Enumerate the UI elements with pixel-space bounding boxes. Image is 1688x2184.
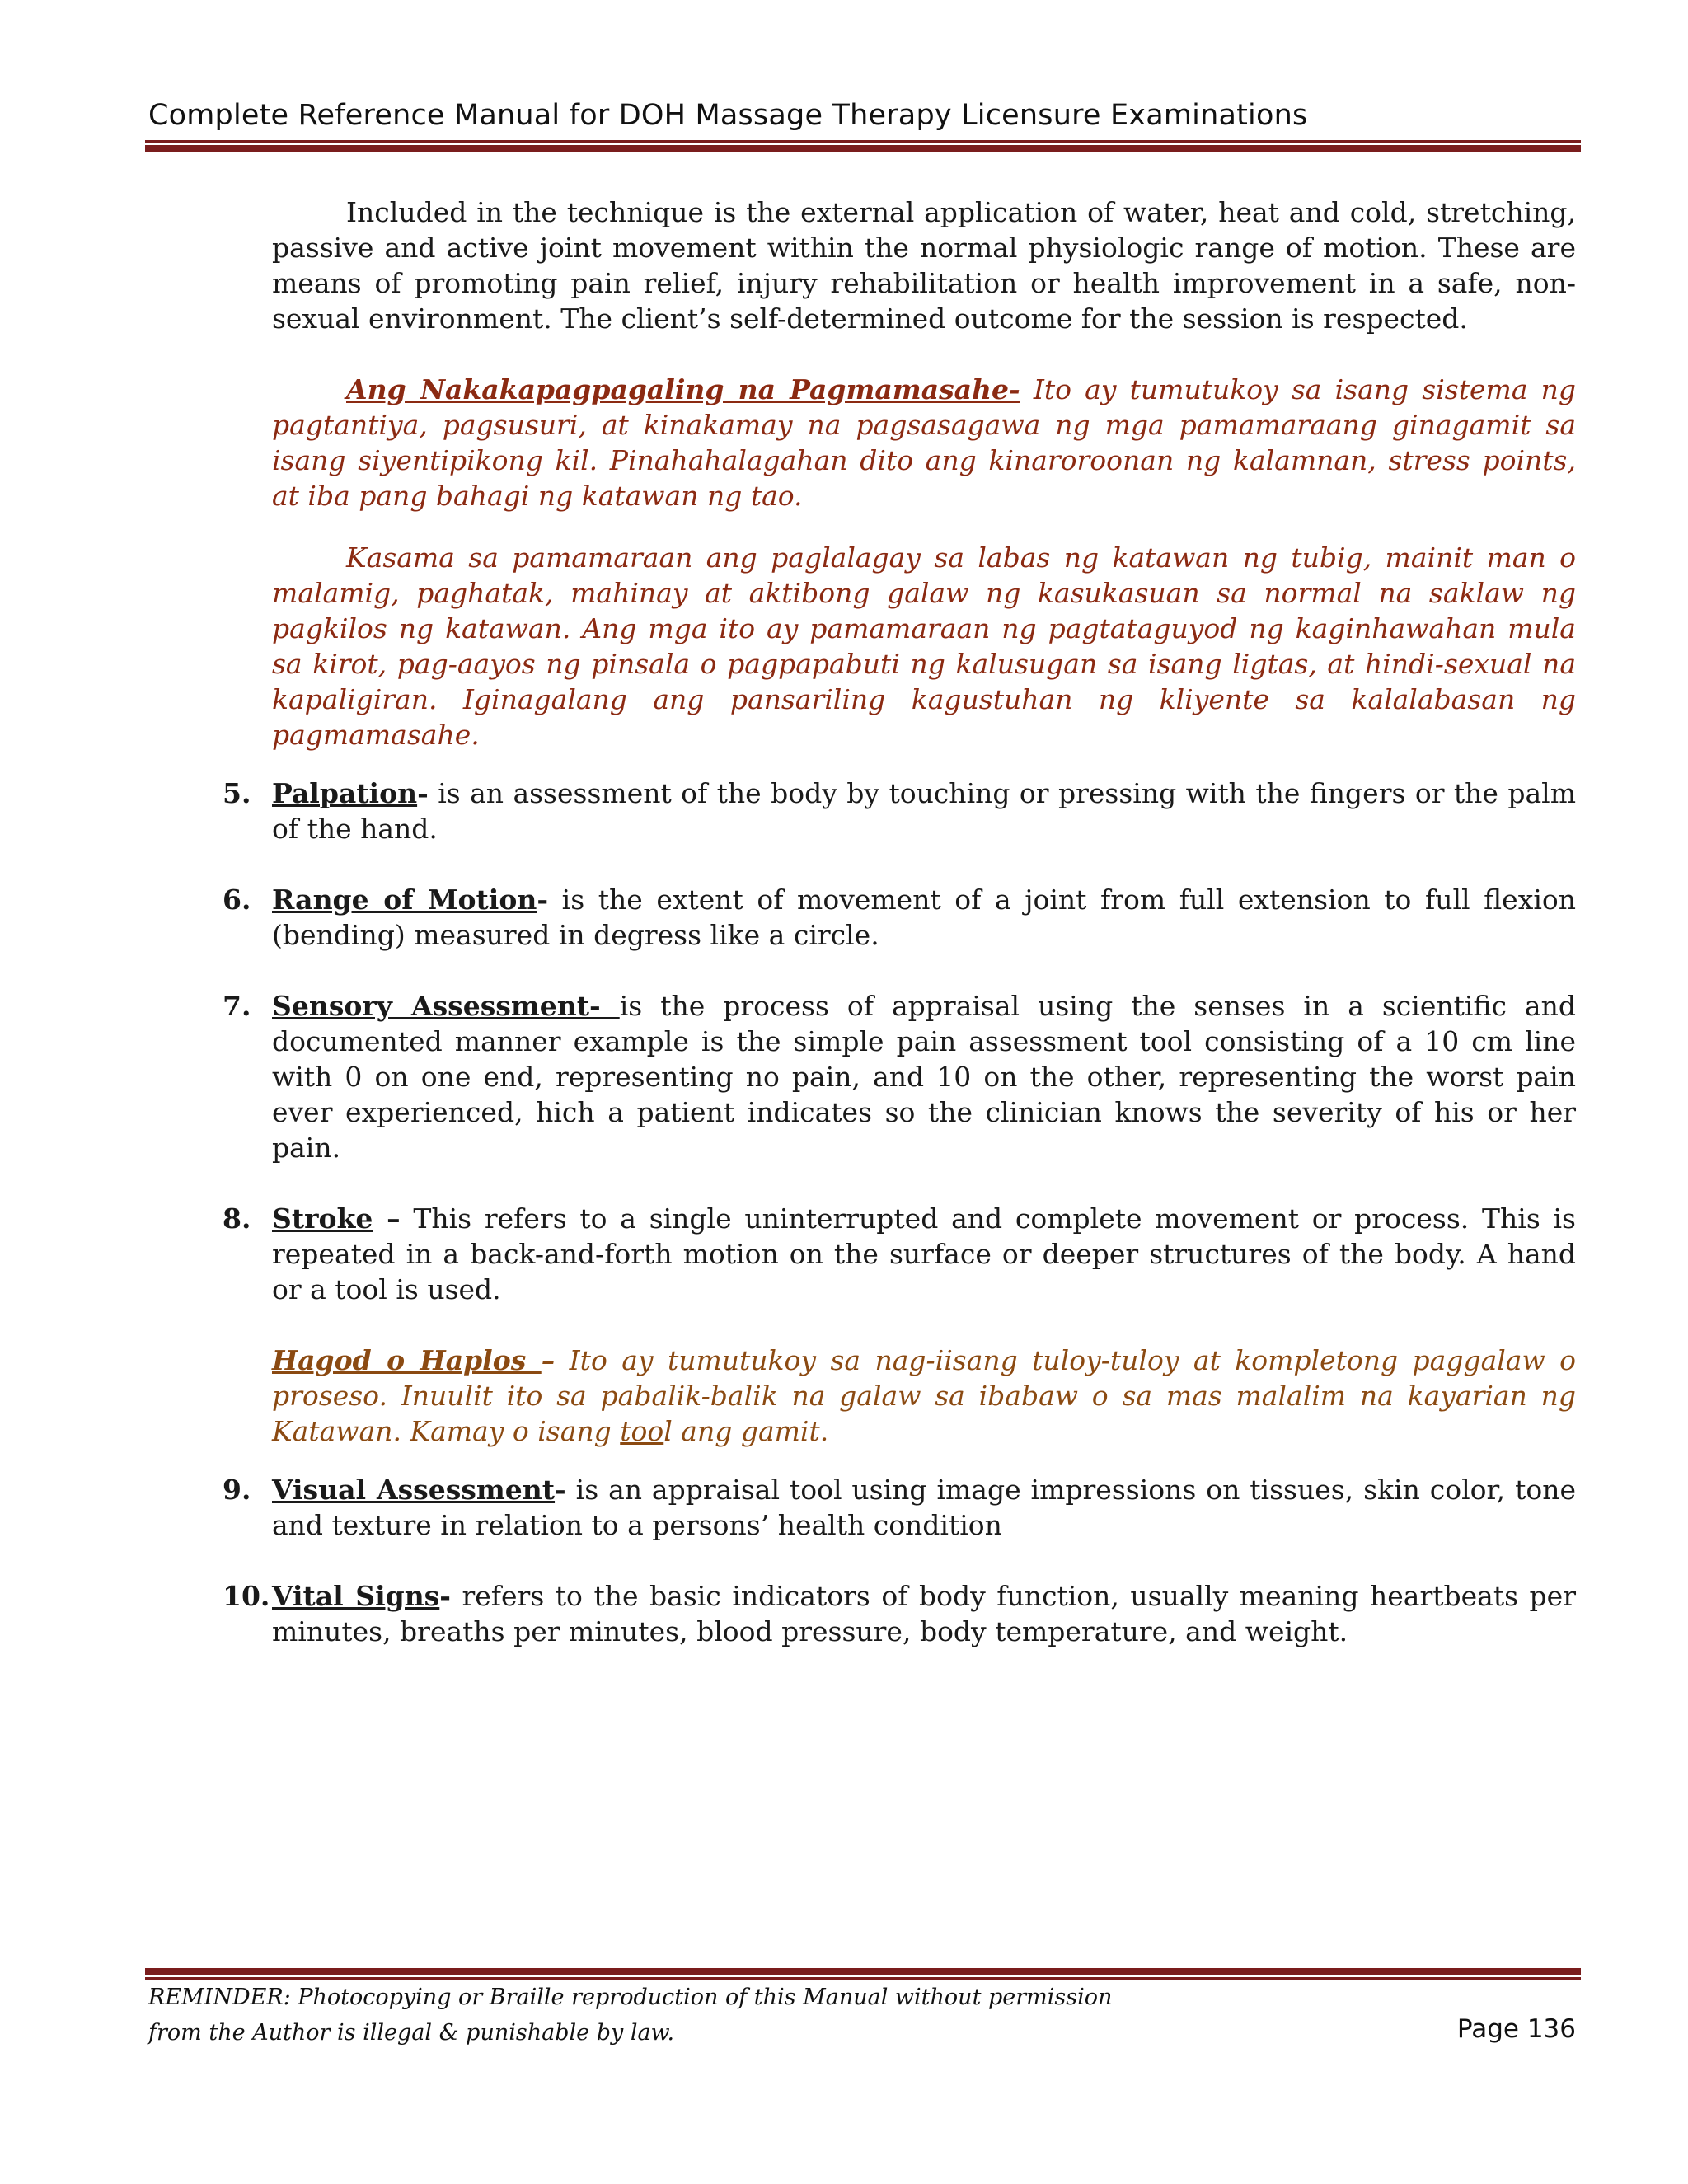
item-text: This refers to a single uninterrupted and complete movement or process. This is repeated in a back-and-forth motion on the surface or deeper structures of the body. A hand or a tool is used.: [272, 1202, 1576, 1305]
item-term: Sensory Assessment-: [272, 990, 620, 1022]
footer-rule: [145, 1968, 1581, 1980]
item-term: Range of Motion: [272, 883, 537, 916]
tagalog-technique-paragraph: Kasama sa pamamaraan ang paglalagay sa labas ng katawan ng tubig, mainit man o malamig, paghatak, mahinay at aktibong galaw ng kasukasuan sa normal na saklaw ng pagkilos ng katawan. Ang mga ito ay pamamaraan ng pagtataguyod ng kaginhawahan mula sa kirot, pag-aayos ng pinsala o pagpapabuti ng kalusugan sa isang ligtas, at hindi-sexual na kapaligiran. Iginagalang ang pansariling kagustuhan ng kliyente sa kalalabasan ng pagmamasahe.: [272, 541, 1576, 751]
item-text: is an assessment of the body by touching or pressing with the fingers or the palm of the hand.: [272, 777, 1576, 845]
list-item: [223, 776, 1576, 846]
header-rule: [145, 140, 1581, 152]
intro-paragraph: Included in the technique is the external application of water, heat and cold, stretching, passive and active joint movement within the normal physiologic range of motion. These are means of promoting pain relief, injury rehabilitation or health improvement in a safe, non-sexual environment. The client’s self-determined outcome for the session is respected.: [272, 196, 1576, 335]
item-separator: -: [417, 777, 429, 809]
tagalog-definition-paragraph: [272, 372, 1576, 513]
list-item: [223, 1472, 1577, 1543]
tagalog-stroke-text-end: l ang gamit.: [663, 1415, 829, 1447]
tagalog-definition-text: Ito ay tumutukoy sa isang sistema ng pagtantiya, pagsusuri, at kinakamay na pagsasagawa ng mga pamamaraang ginagamit sa isang siyentipikong kil. Pinahahalagahan dito ang kinaroroonan ng kalamnan, stress points, at iba pang bahagi ng katawan ng tao.: [272, 373, 1577, 512]
item-number: 6.: [223, 883, 251, 916]
page-content: [223, 194, 1577, 1649]
item-separator: -: [537, 883, 549, 916]
item-separator: -: [439, 1580, 451, 1612]
tagalog-stroke-text: Ito ay tumutukoy sa nag-iisang tuloy-tuloy at kompletong paggalaw o proseso. Inuulit ito sa pabalik-balik na galaw sa ibabaw o sa mas malalim na kayarian ng Katawan. Kamay o isang: [272, 1344, 1576, 1447]
tagalog-stroke-term: Hagod o Haplos: [272, 1344, 542, 1376]
list-item: [223, 988, 1576, 1165]
item-number: 10.: [223, 1580, 270, 1612]
list-item: [223, 882, 1576, 953]
tagalog-term: Ang Nakakapagpagaling na Pagmamasahe-: [346, 373, 1020, 405]
item-number: 9.: [223, 1474, 251, 1506]
item-term: Visual Assessment: [272, 1474, 556, 1506]
item-separator: -: [555, 1474, 566, 1506]
tagalog-stroke-paragraph: [272, 1343, 1576, 1449]
item-text: is the extent of movement of a joint from full extension to full flexion (bending) measured in degress like a circle.: [272, 883, 1576, 951]
item-separator: –: [373, 1202, 401, 1235]
list-item: [223, 1201, 1576, 1307]
footer-reminder: [148, 1980, 1112, 2050]
footer-reminder-line1: REMINDER: Photocopying or Braille reproduction of this Manual without permission: [148, 1985, 1113, 2010]
item-text: is an appraisal tool using image impressions on tissues, skin color, tone and texture in relation to a persons’ health condition: [272, 1474, 1577, 1541]
list-item: [223, 1578, 1576, 1649]
item-number: 7.: [223, 990, 251, 1022]
footer-reminder-line2: from the Author is illegal & punishable by law.: [148, 2020, 675, 2046]
item-number: 5.: [223, 777, 251, 809]
item-term: Stroke: [272, 1202, 373, 1235]
item-number: 8.: [223, 1202, 251, 1235]
item-term: Vital Signs: [272, 1580, 440, 1612]
page-number: Page 136: [1456, 2014, 1576, 2044]
page-header-title: Complete Reference Manual for DOH Massage Therapy Licensure Examinations: [148, 99, 1308, 132]
tagalog-tool-word: too: [620, 1415, 664, 1447]
item-term: Palpation: [272, 777, 418, 809]
item-text: is the process of appraisal using the senses in a scientific and documented manner example is the simple pain assessment tool consisting of a 10 cm line with 0 on one end, representing no pain, and 10 on the other, representing the worst pain ever experienced, hich a patient indicates so the clinician knows the severity of his or her pain.: [272, 990, 1576, 1164]
item-text: refers to the basic indicators of body function, usually meaning heartbeats per minutes, breaths per minutes, blood pressure, body temperature, and weight.: [272, 1580, 1576, 1647]
tagalog-stroke-dash: –: [541, 1344, 556, 1376]
